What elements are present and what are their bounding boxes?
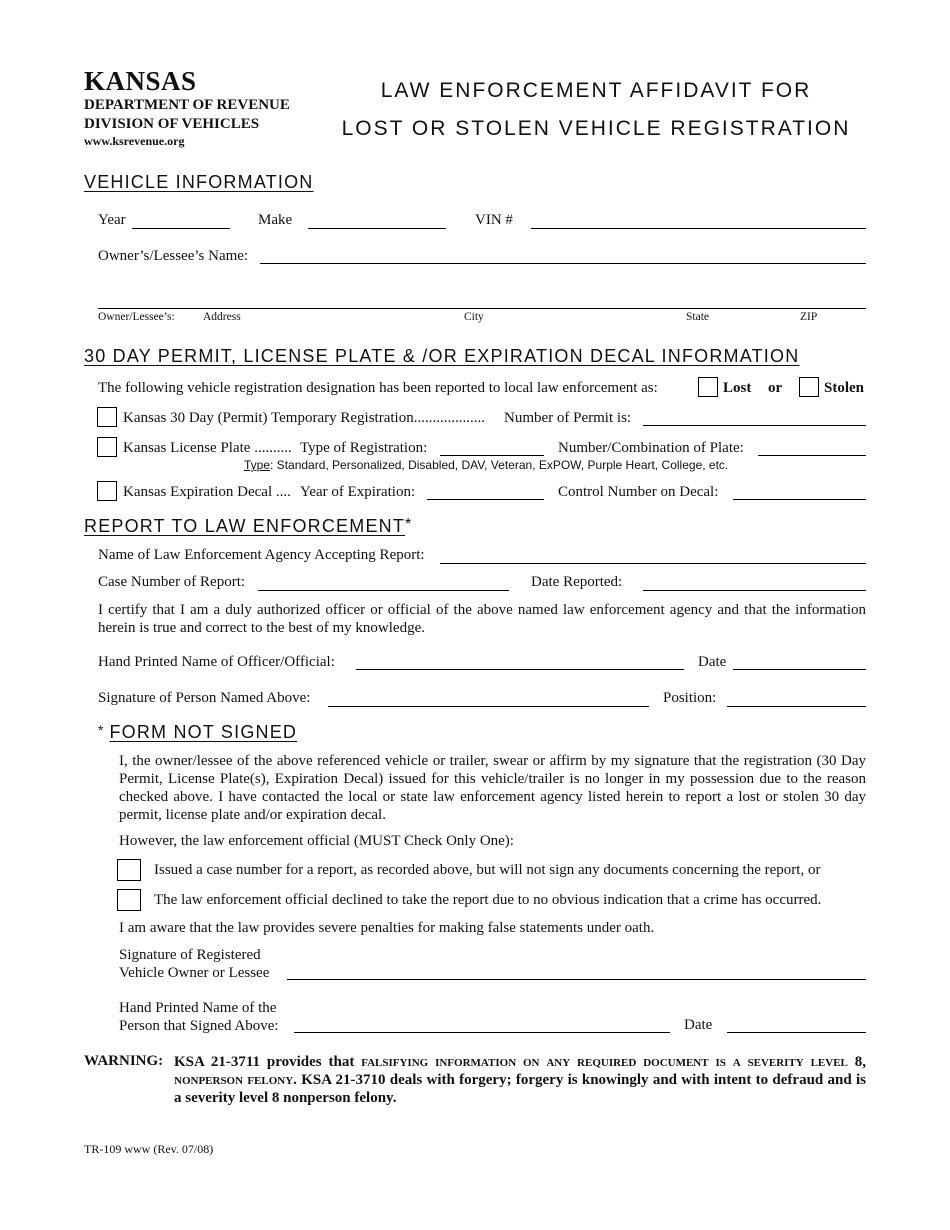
position-label: Position: (663, 690, 717, 706)
title-line-1: LAW ENFORCEMENT AFFIDAVIT FOR (380, 79, 812, 102)
officer-signature-label: Signature of Person Named Above: (98, 690, 311, 706)
decal-year-field[interactable] (427, 499, 544, 500)
make-label: Make (258, 212, 293, 228)
title-line-2: LOST OR STOLEN VEHICLE REGISTRATION (341, 117, 851, 140)
date-reported-field[interactable] (643, 590, 866, 591)
state-caption: State (686, 311, 709, 323)
position-field[interactable] (727, 706, 866, 707)
form-id: TR-109 www (Rev. 07/08) (84, 1142, 214, 1156)
officer-date-label: Date (698, 654, 727, 670)
printed-name-field[interactable] (294, 1032, 670, 1033)
permit-number-field[interactable] (643, 425, 866, 426)
case-number-field[interactable] (258, 590, 509, 591)
year-field[interactable] (132, 228, 230, 229)
owner-signature-label-line1: Signature of Registered (119, 947, 261, 963)
decal-year-label: Year of Expiration: (300, 484, 416, 500)
printed-name-label-line1: Hand Printed Name of the (119, 1000, 277, 1016)
type-note-text: : Standard, Personalized, Disabled, DAV, Veteran, ExPOW, Purple Heart, College, etc. (270, 458, 729, 472)
decal-control-label: Control Number on Decal: (558, 484, 719, 500)
agency-block (84, 66, 290, 149)
vehicle-info-heading: VEHICLE INFORMATION (84, 172, 314, 192)
address-prefix: Owner/Lessee’s: (98, 311, 175, 323)
option2-checkbox[interactable] (117, 889, 141, 911)
report-heading-row (84, 516, 411, 537)
reported-text: The following vehicle registration designation has been reported to local law enforcement as: (98, 380, 658, 396)
officer-name-field[interactable] (356, 669, 684, 670)
make-field[interactable] (308, 228, 446, 229)
permit-checkbox[interactable] (97, 407, 117, 427)
vin-label: VIN # (475, 212, 513, 228)
warning-label: WARNING: (84, 1053, 164, 1069)
however-text: However, the law enforcement official (MUST Check Only One): (119, 833, 514, 849)
warning-part4: nonperson felony (174, 1072, 294, 1088)
or-label: or (768, 380, 783, 396)
website: www.ksrevenue.org (84, 134, 185, 148)
plate-type-field[interactable] (440, 455, 544, 456)
date-reported-label: Date Reported: (531, 574, 623, 590)
printed-name-label-line2: Person that Signed Above: (119, 1018, 279, 1034)
owner-signature-field[interactable] (287, 979, 866, 980)
agency-field[interactable] (440, 563, 866, 564)
permit-number-label: Number of Permit is: (504, 410, 632, 426)
not-signed-heading: FORM NOT SIGNED (109, 722, 298, 742)
option2-text: The law enforcement official declined to take the report due to no obvious indication that a crime has occurred. (154, 892, 822, 908)
warning-text (174, 1053, 866, 1107)
plate-text: Kansas License Plate .......... (123, 440, 292, 456)
officer-date-field[interactable] (733, 669, 866, 670)
plate-number-label: Number/Combination of Plate: (558, 440, 744, 456)
case-number-label: Case Number of Report: (98, 574, 246, 590)
certify-text: I certify that I am a duly authorized officer or official of the above named law enforcement agency and that the information herein is true and correct to the best of my knowledge. (98, 602, 866, 636)
officer-signature-field[interactable] (328, 706, 649, 707)
stolen-label: Stolen (824, 380, 865, 396)
division-name: DIVISION OF VEHICLES (84, 116, 260, 132)
lost-label: Lost (723, 380, 752, 396)
vin-field[interactable] (531, 228, 866, 229)
permit-text: Kansas 30 Day (Permit) Temporary Registration................... (123, 410, 485, 426)
warning-part1: KSA 21-3711 provides that (174, 1054, 362, 1070)
plate-checkbox[interactable] (97, 437, 117, 457)
decal-checkbox[interactable] (97, 481, 117, 501)
aware-text: I am aware that the law provides severe penalties for making false statements under oath. (119, 920, 655, 936)
plate-number-field[interactable] (758, 455, 866, 456)
form-title (336, 72, 856, 148)
owner-address-field[interactable] (98, 308, 866, 309)
type-note (244, 458, 728, 472)
city-caption: City (464, 311, 484, 323)
printed-name-label (119, 999, 279, 1035)
owner-signature-label (119, 946, 269, 982)
officer-name-label: Hand Printed Name of Officer/Official: (98, 654, 335, 670)
option1-checkbox[interactable] (117, 859, 141, 881)
department-name: DEPARTMENT OF REVENUE (84, 97, 290, 113)
not-signed-asterisk: * (98, 722, 104, 738)
state-name: KANSAS (84, 66, 197, 96)
permit-info-heading: 30 DAY PERMIT, LICENSE PLATE & /OR EXPIRATION DECAL INFORMATION (84, 346, 800, 366)
not-signed-heading-row (98, 722, 297, 743)
report-heading: REPORT TO LAW ENFORCEMENT (84, 516, 406, 536)
decal-control-field[interactable] (733, 499, 866, 500)
agency-label: Name of Law Enforcement Agency Accepting Report: (98, 547, 425, 563)
decal-text: Kansas Expiration Decal .... (123, 484, 291, 500)
owner-date-field[interactable] (727, 1032, 866, 1033)
warning-part5: . KSA 21-3710 deals with forgery; forgery is knowingly and with intent to defraud and is a severity level 8 nonperson felony. (174, 1072, 866, 1106)
warning-part2: falsifying information on any required document is a severity level (361, 1054, 848, 1070)
address-caption: Address (203, 311, 241, 323)
stolen-checkbox[interactable] (799, 377, 819, 397)
zip-caption: ZIP (800, 311, 818, 323)
option1-text: Issued a case number for a report, as recorded above, but will not sign any documents concerning the report, or (154, 862, 821, 878)
lost-checkbox[interactable] (698, 377, 718, 397)
owner-date-label: Date (684, 1017, 713, 1033)
type-note-label: Type (244, 458, 271, 472)
report-asterisk: * (405, 516, 412, 533)
year-label: Year (98, 212, 126, 228)
warning-part3: 8, (847, 1054, 866, 1070)
owner-signature-label-line2: Vehicle Owner or Lessee (119, 965, 270, 981)
swear-text: I, the owner/lessee of the above referenced vehicle or trailer, swear or affirm by my signature that the registration (30 Day Permit, License Plate(s), Expiration Decal) issued for this vehicle/trailer is no longer in my possession due to the reason checked above. I have contacted the local or state law enforcement agency listed herein to report a lost or stolen 30 day permit, license plate and/or expiration decal. (119, 753, 866, 823)
plate-type-label: Type of Registration: (300, 440, 428, 456)
owner-name-label: Owner’s/Lessee’s Name: (98, 248, 249, 264)
owner-name-field[interactable] (260, 263, 866, 264)
